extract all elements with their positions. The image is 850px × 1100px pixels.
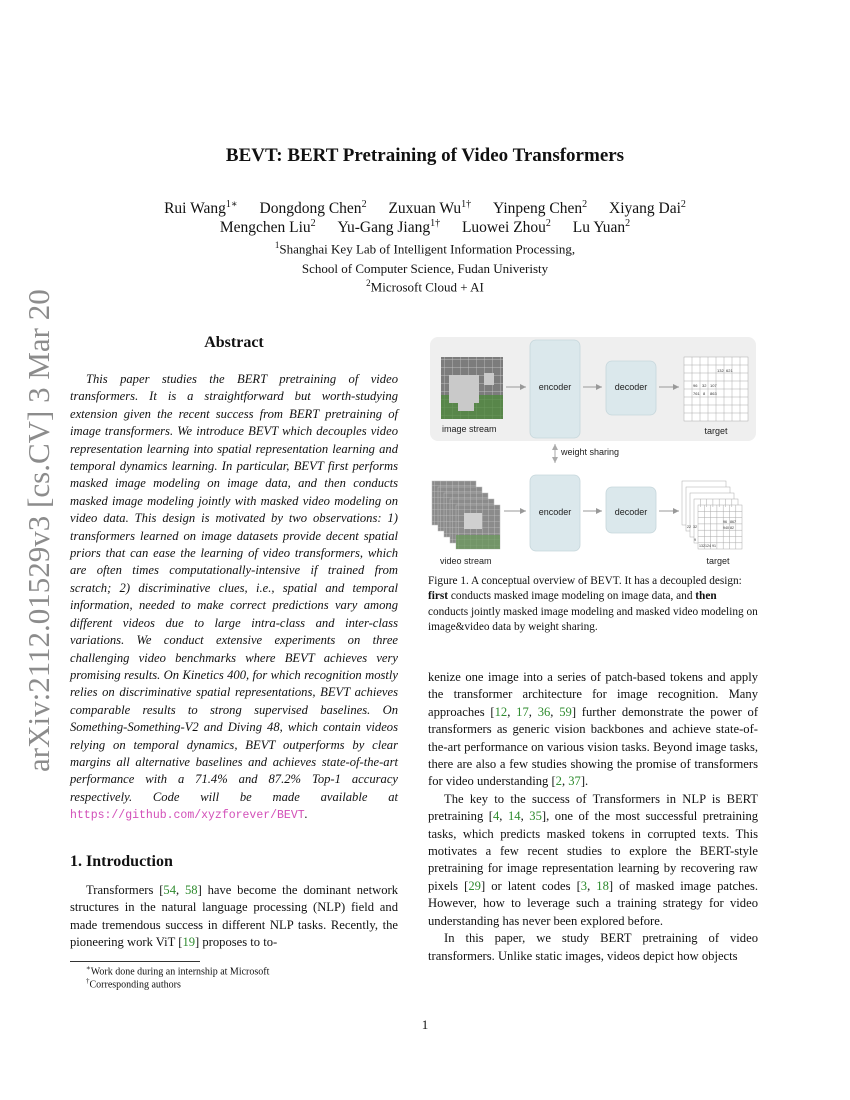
image-target-grid (684, 357, 748, 421)
decoder-label-top: decoder (614, 382, 648, 392)
citation[interactable]: 2 (555, 774, 562, 789)
paragraph-2: The key to the success of Transformers in NLP is BERT pretraining [4, 14, 35], one of the most successful pretraining tasks, which predicts masked tokens in corrupted texts. This motivates a few recent studies to explore the BERT-style pretraining for image representation learning by recovering raw pixels [29] or latent codes [3, 18] of masked image patches. However, how to leverage such a training strategy for video understanding has never been explored before. (428, 791, 759, 928)
citation[interactable]: 19 (182, 935, 196, 950)
image-target-label: target (704, 426, 728, 436)
citation[interactable]: 59 (559, 704, 572, 719)
svg-text:940: 940 (723, 526, 729, 530)
svg-text:82: 82 (730, 526, 734, 530)
abstract-text: This paper studies the BERT pretraining of video transformers. It is a straightforward but worth-studying extension given the recent success from BERT pretraining of image transformers. We introduce BEVT which decouples video representation learning into spatial representation learning and temporal dynamics learning. In particular, BEVT first performs masked image modeling on image data, and then conducts masked image modeling jointly with masked video modeling on video data. This design is motivated by two observations: 1) transformers learned on image datasets provide decent spatial priors that can ease the learning of video transformers, which are often times computationally-intensive if trained from scratch; 2) discriminative clues, i.e., spatial and temporal information, needed to make correct predictions vary among different videos due to large intra-class and inter-class variations. We conduct extensive experiments on three challenging video benchmarks where BEVT achieves very promising results. On Kinetics 400, for which recognition mostly relies on discriminative spatial representations, BEVT achieves comparable results to strong supervised baselines. On Something-Something-V2 and Diving 48, which contain videos relying on temporal dynamics, BEVT outperforms by clear margins all alternative baselines and achieves state-of-the-art performance with a 71.4% and 87.2% Top-1 accuracy respectively. Code will be made available at (70, 372, 398, 804)
page-number: 1 (421, 1017, 429, 1032)
author: Yinpeng Chen$^2$ (493, 199, 588, 218)
citation[interactable]: 54 (163, 883, 176, 897)
svg-text:96: 96 (693, 383, 698, 388)
author: Mengchen Liu$^2$ (219, 218, 316, 237)
svg-text:8: 8 (703, 391, 706, 396)
author: Luowei Zhou$^2$ (461, 218, 551, 237)
citation[interactable]: 35 (529, 809, 542, 824)
video-stream-thumbnail (432, 481, 500, 549)
arxiv-stamp (18, 290, 58, 780)
svg-text:91: 91 (712, 544, 716, 548)
author: Zuxuan $Wu^{1\dagger}$ (388, 199, 472, 218)
affiliation-2: $^2$Microsoft Cloud + AI (366, 278, 484, 295)
video-stream-label: video stream (440, 556, 492, 566)
svg-text:107: 107 (710, 383, 717, 388)
arxiv-stamp-text: arXiv:2112.01529v3 [cs.CV] 3 Mar 2022 (21, 290, 56, 772)
author: Yu-Gang Jiang$^{1\dagger}$ (337, 218, 441, 237)
intro-heading: 1. Introduction (70, 853, 173, 870)
svg-text:32: 32 (693, 525, 697, 529)
svg-text:867: 867 (730, 520, 736, 524)
svg-text:22: 22 (687, 525, 691, 529)
author: Lu Yuan$^2$ (572, 218, 631, 237)
code-link[interactable]: https://github.com/xyzforever/BEVT (70, 809, 305, 823)
image-stream-label: image stream (442, 424, 497, 434)
video-target-label: target (706, 556, 730, 566)
paragraph-1: kenize one image into a series of patch-based tokens and apply the transformer architecture for image recognition. Many approaches [12, 17, 36, 59] further demonstrate the power of transformers as generic vision backbones and achieve state-of-the-art performance on various vision tasks. Beyond image tasks, there are also a few studies showing the promise of transformers for video understanding [2, 37]. (428, 670, 759, 789)
citation[interactable]: 17 (516, 704, 529, 719)
svg-text:761: 761 (693, 391, 700, 396)
svg-text:32: 32 (702, 383, 707, 388)
svg-text:132: 132 (699, 544, 705, 548)
author: Dongdong Chen$^2$ (259, 199, 367, 218)
abstract-body: This paper studies the BERT pretraining of video transformers. It is a straightforward but worth-studying extension given the recent success from BERT pretraining of image transformers. We introduce BEVT which decouples video representation learning into spatial representation learning and temporal dynamics learning. In particular, BEVT first performs masked image modeling on image data, and then conducts masked image modeling jointly with masked video modeling on video data. This design is motivated by two observations: 1) transformers learned on image datasets provide decent spatial priors that can ease the learning of video transformers, which are often times computationally-intensive if trained from scratch; 2) discriminative clues, i.e., spatial and temporal information, needed to make correct predictions vary among different videos due to large intra-class and inter-class variations. We conduct extensive experiments on three challenging video benchmarks where BEVT achieves very promising results. On Kinetics 400, for which recognition mostly relies on discriminative spatial representations, BEVT achieves comparable results to strong supervised baselines. On Something-Something-V2 and Diving 48, which contain videos relying on temporal dynamics, BEVT outperforms by clear margins all alternative baselines and achieves state-of-the-art performance with a 71.4% and 87.2% Top-1 accuracy respectively. Code will be made available at https://github.com/xyzforever/BEVT. (70, 372, 398, 823)
citation[interactable]: 14 (508, 809, 521, 824)
paragraph-3: In this paper, we study BERT pretraining of video transformers. Unlike static images, videos depict how objects (428, 931, 758, 963)
authors-line-2 (0, 218, 850, 237)
intro-paragraph: Transformers [54, 58] have become the dominant network structures in the natural language processing (NLP) field and made tremendous success in different NLP tasks. Recently, the pioneering work ViT [19] proposes to to- (70, 883, 398, 950)
footnote-2: †Corresponding authors (86, 977, 181, 991)
image-stream-thumbnail (441, 357, 503, 419)
abstract-heading: Abstract (204, 334, 264, 351)
affiliation-1-line-2: School of Computer Science, Fudan Univeristy (301, 261, 549, 276)
citation[interactable]: 3 (580, 878, 588, 893)
citation[interactable]: 37 (568, 774, 581, 789)
author: Xiyang Dai$^2$ (609, 199, 686, 218)
svg-text:621: 621 (726, 368, 733, 373)
svg-text:124: 124 (705, 544, 711, 548)
citation[interactable]: 12 (494, 704, 508, 719)
citation[interactable]: 29 (468, 878, 481, 893)
svg-text:96: 96 (723, 520, 727, 524)
decoder-label-bottom: decoder (614, 507, 648, 517)
citation[interactable]: 18 (596, 878, 609, 893)
footnote-rule (70, 961, 200, 962)
figure-1 (428, 335, 758, 570)
author: Rui Wang$^{1∗}$ (164, 199, 238, 218)
citation[interactable]: 58 (184, 883, 198, 897)
video-target-grid (682, 481, 742, 549)
citation[interactable]: 36 (537, 704, 551, 719)
weight-sharing-label: weight sharing (561, 447, 620, 457)
right-column-body (428, 669, 758, 965)
paper-title: BEVT: BERT Pretraining of Video Transformers (225, 145, 625, 166)
figure-1-caption: Figure 1. A conceptual overview of BEVT. It has a decoupled design: first conducts masked image modeling on image data, and then conducts jointly masked image modeling and masked video modeling on image&video data by weight sharing. (428, 575, 758, 634)
svg-text:9: 9 (694, 538, 696, 542)
svg-text:863: 863 (710, 391, 717, 396)
svg-text:132: 132 (717, 368, 724, 373)
footnote-1: ∗Work done during an internship at Microsoft (86, 964, 270, 978)
encoder-label-top: encoder (538, 382, 572, 392)
authors-line-1 (0, 199, 850, 218)
citation[interactable]: 4 (493, 809, 500, 824)
affiliation-1-line-1: $^1$Shanghai Key Lab of Intelligent Information Processing, (274, 240, 576, 257)
encoder-label-bottom: encoder (538, 507, 572, 517)
